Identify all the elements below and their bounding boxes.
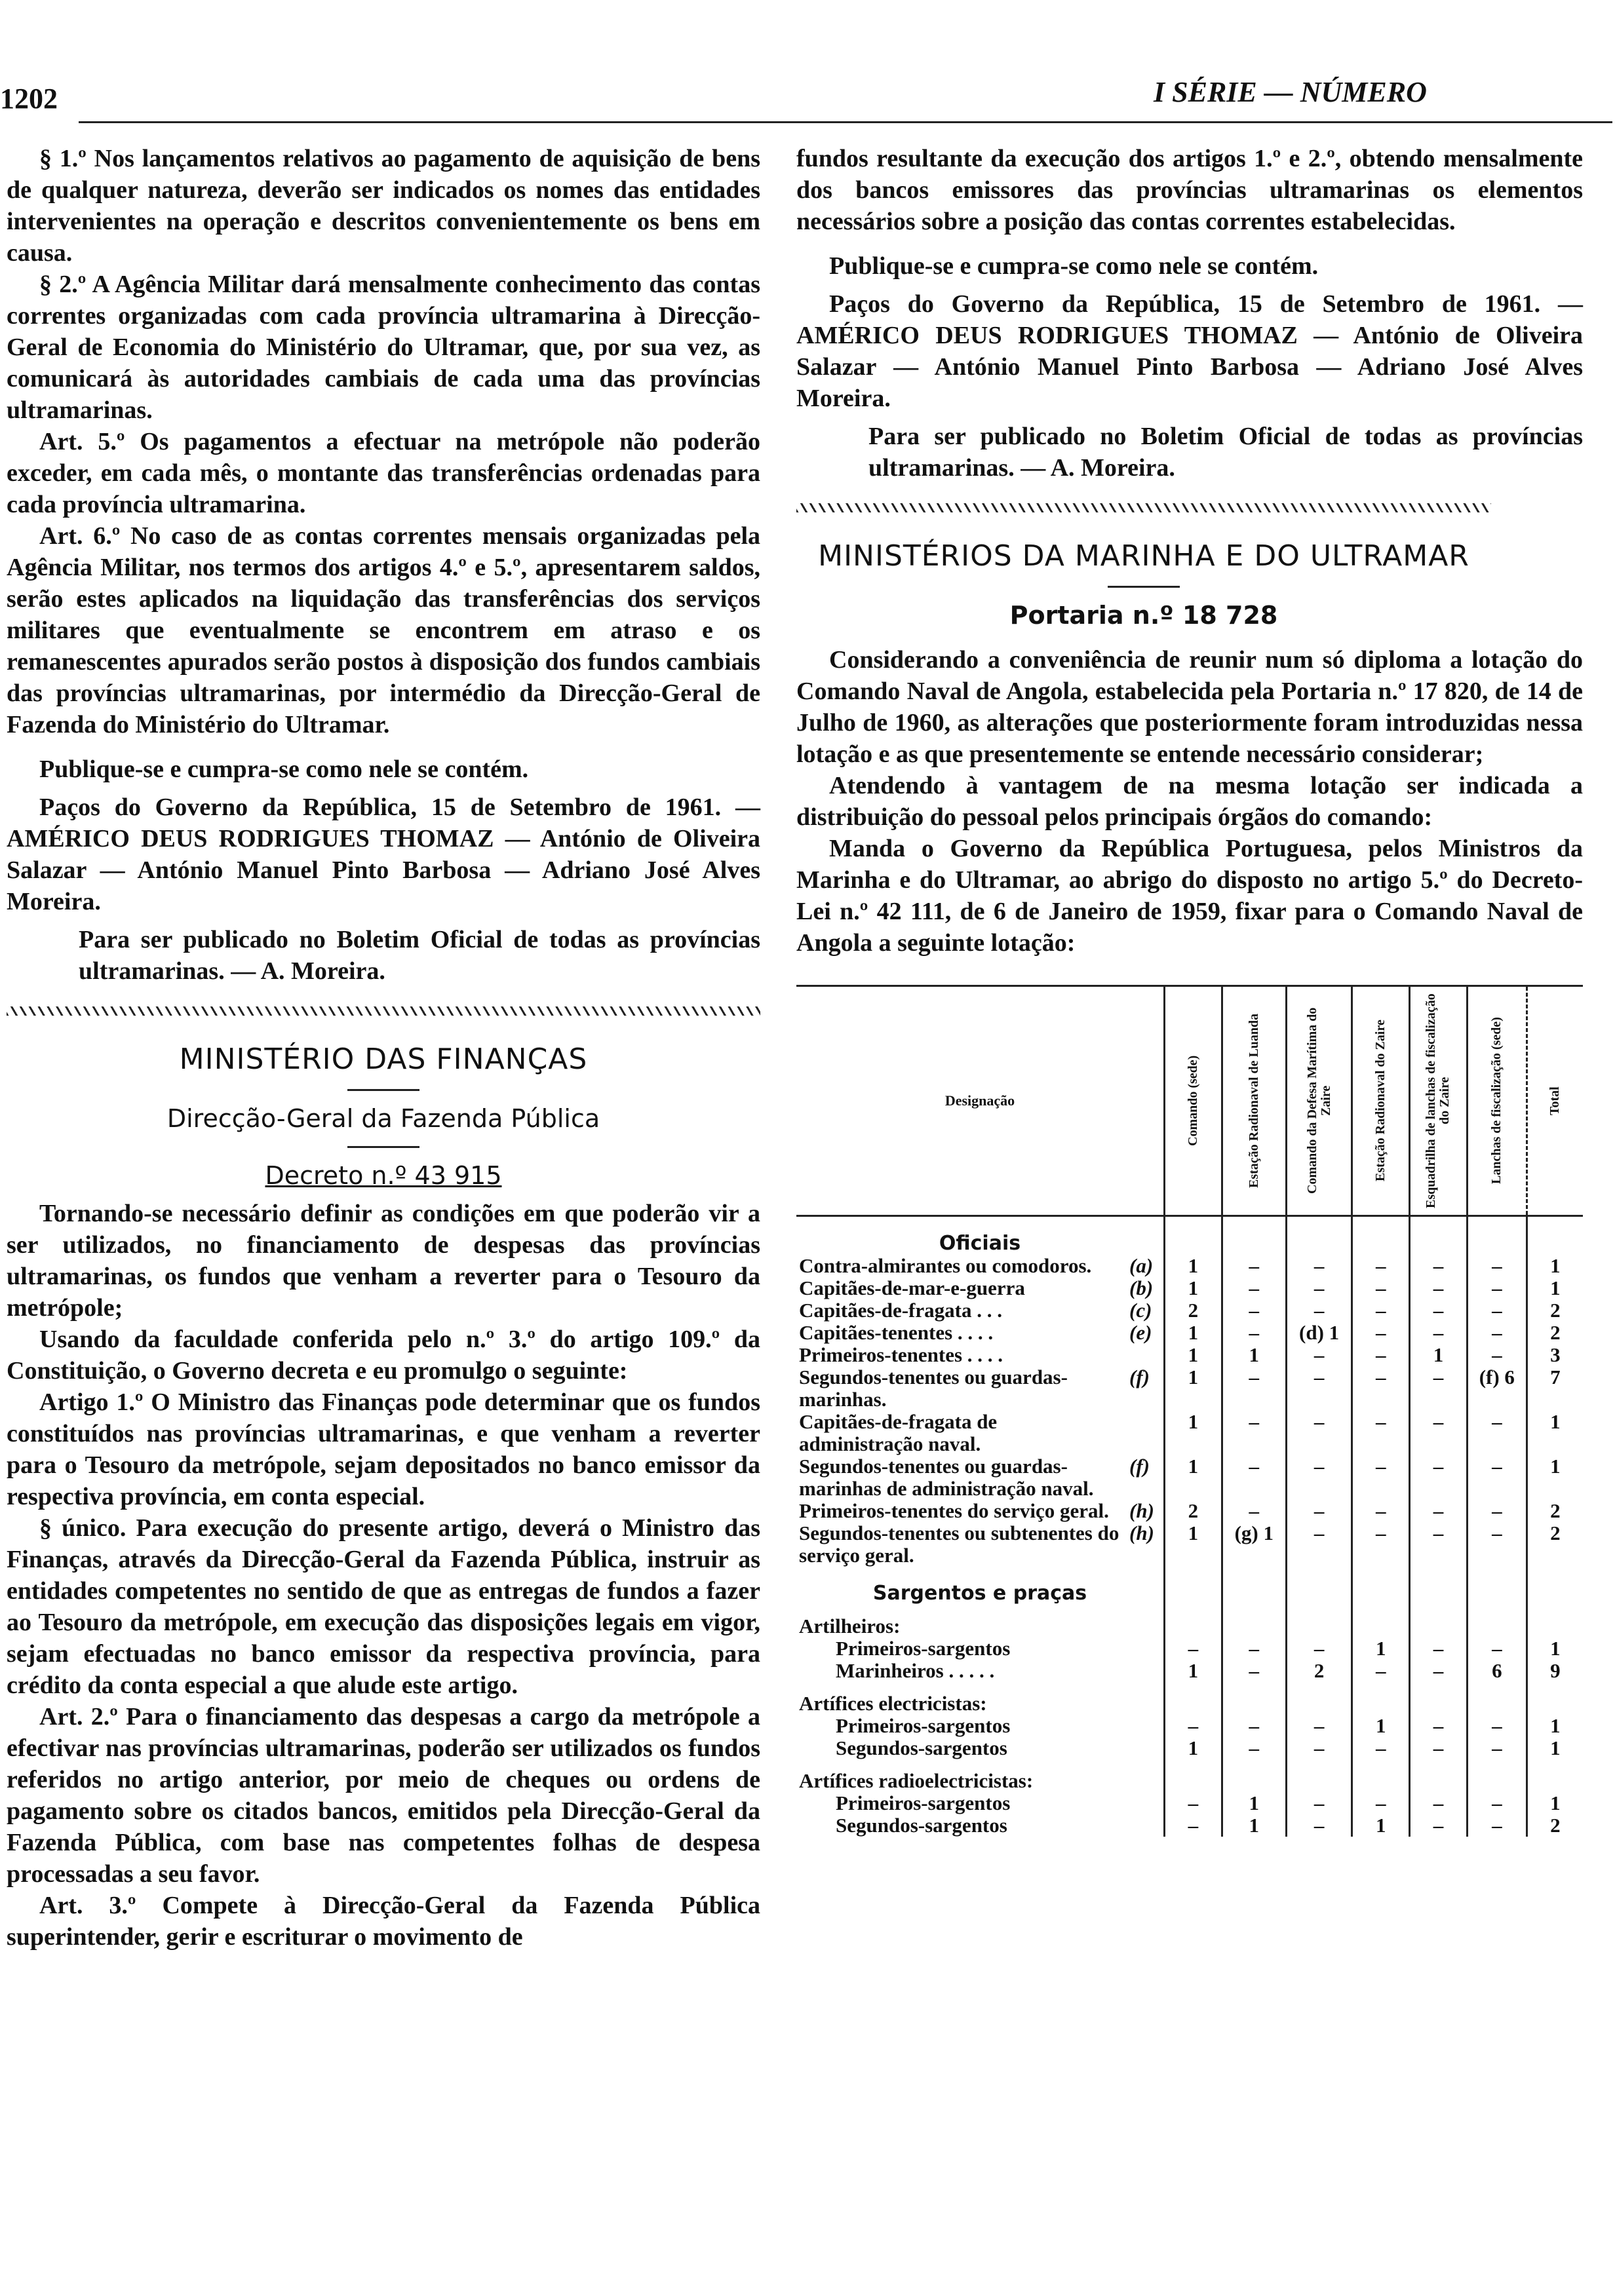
- table-cell: –: [1286, 1737, 1352, 1759]
- row-label: Capitães-tenentes . . . .: [799, 1321, 994, 1344]
- row-label: Capitães-de-mar-e-guerra: [799, 1276, 1025, 1299]
- table-cell: –: [1410, 1660, 1468, 1682]
- table-cell: 1: [1527, 1411, 1583, 1455]
- table-cell: –: [1467, 1522, 1527, 1567]
- section-divider: [7, 1006, 760, 1016]
- paragraph: Paços do Governo da República, 15 de Setembro de 1961. — AMÉRICO DEUS RODRIGUES THOMAZ — António de Oliveira Salazar — António Manuel Pinto Barbosa — Adriano José Alves Moreira.: [7, 794, 760, 915]
- table-cell: –: [1467, 1792, 1527, 1814]
- table-row: [796, 1455, 1583, 1500]
- table-cell: [1222, 1759, 1286, 1792]
- table-cell: 1: [1165, 1255, 1222, 1277]
- table-cell: [1286, 1682, 1352, 1715]
- table-cell: –: [1286, 1277, 1352, 1299]
- publish-note: Para ser publicado no Boletim Oficial de todas as províncias ultramarinas. — A. Moreira.: [79, 926, 760, 985]
- table-cell: –: [1352, 1299, 1410, 1322]
- table-cell: 1: [1165, 1522, 1222, 1567]
- table-cell: –: [1352, 1255, 1410, 1277]
- table-cell: –: [1352, 1737, 1410, 1759]
- row-note: [1127, 1792, 1165, 1814]
- paragraph: Atendendo à vantagem de na mesma lotação ser indicada a distribuição do pessoal pelos principais órgãos do comando:: [796, 772, 1583, 831]
- table-cell: [1527, 1682, 1583, 1715]
- row-note: (b): [1129, 1276, 1154, 1299]
- paragraph: Art. 2.º Para o financiamento das despesas a cargo da metrópole a efectivar nas províncias ultramarinas, poderão ser utilizados os fundos referidos no artigo anterior, por meio de cheques ou ordens de pagamento sobre os citados bancos, emitidos pela Direcção-Geral da Fazenda Pública, com base nas competentes folhas de despesa processadas a seu favor.: [7, 1703, 760, 1888]
- table-cell: –: [1410, 1637, 1468, 1660]
- table-cell: 1: [1527, 1255, 1583, 1277]
- paragraph: Art. 6.º No caso de as contas correntes mensais organizadas pela Agência Militar, nos termos dos artigos 4.º e 5.º, apresentarem saldos, serão estes aplicados na liquidação das transferências dos serviços militares que eventualmente se encontrem em atraso e os remanescentes apurados serão postos à disposição dos fundos cambiais das províncias ultramarinas, por intermédio da Direcção-Geral de Fazenda do Ministério do Ultramar.: [7, 522, 760, 738]
- table-cell: –: [1467, 1500, 1527, 1522]
- row-label: Primeiros-sargentos: [836, 1791, 1011, 1814]
- table-row: [796, 1660, 1583, 1682]
- table-cell: –: [1286, 1255, 1352, 1277]
- table-cell: [1410, 1216, 1468, 1255]
- table-cell: 2: [1286, 1660, 1352, 1682]
- row-note: [1127, 1344, 1165, 1366]
- table-row: [796, 1605, 1583, 1637]
- paragraph: Artigo 1.º O Ministro das Finanças pode determinar que os fundos constituídos nas províncias ultramarinas, e que venham a reverter para o Tesouro da metrópole, sejam depositados no banco emissor da respectiva província, em conta especial.: [7, 1388, 760, 1510]
- row-note: (f): [1129, 1455, 1150, 1478]
- table-cell: 1: [1165, 1455, 1222, 1500]
- table-cell: –: [1410, 1737, 1468, 1759]
- table-row: [796, 1737, 1583, 1759]
- table-cell: 1: [1222, 1792, 1286, 1814]
- row-label: Primeiros-sargentos: [836, 1714, 1011, 1737]
- table-cell: 1: [1527, 1637, 1583, 1660]
- table-cell: –: [1222, 1299, 1286, 1322]
- table-cell: –: [1286, 1814, 1352, 1837]
- table-cell: [1467, 1216, 1527, 1255]
- row-note: [1127, 1660, 1165, 1682]
- table-cell: [1222, 1216, 1286, 1255]
- table-cell: 2: [1527, 1500, 1583, 1522]
- col-header: Estação Radionaval do Zaire: [1352, 986, 1410, 1216]
- table-cell: –: [1286, 1344, 1352, 1366]
- table-cell: 1: [1222, 1344, 1286, 1366]
- table-cell: 1: [1352, 1715, 1410, 1737]
- table-header-row: [796, 986, 1583, 1216]
- row-label: Capitães-de-fragata de administração naval.: [799, 1410, 998, 1455]
- table-cell: [1222, 1567, 1286, 1605]
- table-cell: (g) 1: [1222, 1522, 1286, 1567]
- table-cell: 1: [1527, 1737, 1583, 1759]
- table-cell: –: [1467, 1455, 1527, 1500]
- table-cell: –: [1286, 1411, 1352, 1455]
- col-header: Comando (sede): [1165, 986, 1222, 1216]
- table-cell: 7: [1527, 1366, 1583, 1411]
- table-cell: 1: [1527, 1715, 1583, 1737]
- row-note: (f): [1129, 1366, 1150, 1388]
- table-cell: –: [1286, 1366, 1352, 1411]
- table-cell: [1410, 1759, 1468, 1792]
- table-cell: [1527, 1605, 1583, 1637]
- row-label: Primeiros-tenentes . . . .: [799, 1343, 1003, 1366]
- table-cell: 1: [1352, 1637, 1410, 1660]
- table-cell: [1410, 1567, 1468, 1605]
- table-cell: 2: [1165, 1299, 1222, 1322]
- row-note: (a): [1129, 1254, 1154, 1277]
- table-row: [796, 1637, 1583, 1660]
- table-cell: –: [1410, 1411, 1468, 1455]
- table-cell: –: [1467, 1814, 1527, 1837]
- group-title: Artífices radioelectricistas:: [799, 1769, 1034, 1792]
- table-cell: –: [1222, 1277, 1286, 1299]
- table-cell: –: [1286, 1455, 1352, 1500]
- table-cell: –: [1467, 1637, 1527, 1660]
- table-cell: [1467, 1567, 1527, 1605]
- paragraph: Publique-se e cumpra-se como nele se contém.: [829, 252, 1319, 280]
- paragraph: Art. 5.º Os pagamentos a efectuar na metrópole não poderão exceder, em cada mês, o montante das transferências ordenadas para cada província ultramarina.: [7, 428, 760, 518]
- table-cell: [1352, 1216, 1410, 1255]
- table-cell: –: [1165, 1792, 1222, 1814]
- table-cell: –: [1352, 1344, 1410, 1366]
- table-row: [796, 1366, 1583, 1411]
- table-cell: –: [1222, 1255, 1286, 1277]
- paragraph: § único. Para execução do presente artigo, deverá o Ministro das Finanças, através da Direcção-Geral da Fazenda Pública, instruir as entidades competentes no sentido de que as entregas de fundos a fazer ao Tesouro da metrópole, em execução das disposições legais em vigor, sejam efectuadas no banco emissor da respectiva província, para crédito da conta especial a que alude este artigo.: [7, 1514, 760, 1699]
- table-cell: –: [1467, 1344, 1527, 1366]
- row-label: Primeiros-tenentes do serviço geral.: [799, 1499, 1109, 1522]
- table-row: [796, 1814, 1583, 1837]
- table-cell: 1: [1410, 1344, 1468, 1366]
- col-header: Esquadrilha de lanchas de fiscalização do Zaire: [1410, 986, 1468, 1216]
- table-row: [796, 1792, 1583, 1814]
- table-cell: 1: [1222, 1814, 1286, 1837]
- row-note: [1127, 1715, 1165, 1737]
- header-rule: [79, 121, 1612, 123]
- table-cell: –: [1410, 1455, 1468, 1500]
- paragraph: Art. 3.º Compete à Direcção-Geral da Fazenda Pública superintender, gerir e escriturar o movimento de: [7, 1892, 760, 1951]
- table-cell: –: [1352, 1277, 1410, 1299]
- row-label: Segundos-sargentos: [836, 1736, 1007, 1759]
- table-cell: –: [1165, 1715, 1222, 1737]
- table-row: [796, 1567, 1583, 1605]
- table-cell: –: [1165, 1814, 1222, 1837]
- table-cell: 1: [1165, 1737, 1222, 1759]
- table-cell: [1165, 1759, 1222, 1792]
- table-cell: –: [1352, 1522, 1410, 1567]
- table-cell: [1527, 1216, 1583, 1255]
- table-cell: –: [1410, 1366, 1468, 1411]
- table-cell: –: [1352, 1500, 1410, 1522]
- paragraph: Publique-se e cumpra-se como nele se contém.: [39, 756, 529, 783]
- page-number: 1202: [0, 83, 58, 115]
- table-cell: –: [1222, 1715, 1286, 1737]
- table-cell: 1: [1165, 1322, 1222, 1344]
- table-cell: [1352, 1567, 1410, 1605]
- col-header-designation: Designação: [796, 986, 1165, 1216]
- left-column-top: [7, 143, 760, 987]
- paragraph: § 2.º A Agência Militar dará mensalmente conhecimento das contas correntes organizadas com cada província ultramarina à Direcção-Geral de Economia do Ministério do Ultramar, que, por sua vez, as comunicará às autoridades cambiais de cada uma das províncias ultramarinas.: [7, 271, 760, 424]
- col-header: Lanchas de fiscalização (sede): [1467, 986, 1527, 1216]
- table-cell: –: [1352, 1792, 1410, 1814]
- table-cell: –: [1286, 1500, 1352, 1522]
- paragraph: § 1.º Nos lançamentos relativos ao pagamento de aquisição de bens de qualquer natureza, deverão ser indicados os nomes das entidades intervenientes na operação e descritos convenientemente os bens em causa.: [7, 145, 760, 267]
- table-cell: –: [1410, 1255, 1468, 1277]
- table-cell: 1: [1165, 1277, 1222, 1299]
- table-cell: [1352, 1759, 1410, 1792]
- directorate-title: Direcção-Geral da Fazenda Pública: [166, 1104, 600, 1133]
- staffing-table: [796, 985, 1583, 1837]
- table-cell: 1: [1527, 1792, 1583, 1814]
- table-cell: [1286, 1216, 1352, 1255]
- table-row: [796, 1759, 1583, 1792]
- portaria-title: Portaria n.º 18 728: [1009, 601, 1278, 630]
- table-cell: –: [1222, 1737, 1286, 1759]
- table-cell: [1527, 1759, 1583, 1792]
- table-cell: 2: [1165, 1500, 1222, 1522]
- table-cell: –: [1410, 1792, 1468, 1814]
- table-cell: –: [1352, 1660, 1410, 1682]
- row-note: [1127, 1737, 1165, 1759]
- table-row: [796, 1299, 1583, 1322]
- table-cell: [1165, 1682, 1222, 1715]
- table-cell: –: [1410, 1322, 1468, 1344]
- table-cell: [1165, 1567, 1222, 1605]
- table-cell: [1467, 1682, 1527, 1715]
- right-column-top: [796, 143, 1583, 484]
- row-note: [1127, 1411, 1165, 1455]
- table-cell: 3: [1527, 1344, 1583, 1366]
- ministry-title: MINISTÉRIO DAS FINANÇAS: [179, 1043, 588, 1076]
- table-row: [796, 1344, 1583, 1366]
- divider: [347, 1089, 419, 1091]
- table-cell: [1286, 1567, 1352, 1605]
- table-cell: [1352, 1682, 1410, 1715]
- series-header: I SÉRIE — NÚMERO: [1154, 76, 1427, 108]
- table-cell: –: [1352, 1366, 1410, 1411]
- row-note: [1127, 1814, 1165, 1837]
- table-cell: –: [1352, 1455, 1410, 1500]
- table-cell: –: [1467, 1715, 1527, 1737]
- table-cell: 1: [1352, 1814, 1410, 1837]
- table-cell: [1352, 1605, 1410, 1637]
- row-note: (h): [1129, 1521, 1154, 1544]
- table-cell: –: [1352, 1411, 1410, 1455]
- paragraph: Considerando a conveniência de reunir num só diploma a lotação do Comando Naval de Angola, estabelecida pela Portaria n.º 17 820, de 14 de Julho de 1960, as alterações que posteriormente foram introduzidas nessa lotação e as que presentemente se entende necessário considerar;: [796, 646, 1583, 768]
- table-cell: [1165, 1216, 1222, 1255]
- table-cell: –: [1222, 1411, 1286, 1455]
- table-cell: 2: [1527, 1814, 1583, 1837]
- decree-title: Decreto n.º 43 915: [265, 1161, 502, 1190]
- publish-note: Para ser publicado no Boletim Oficial de todas as províncias ultramarinas. — A. Moreira.: [868, 423, 1583, 482]
- right-column: [796, 143, 1583, 1837]
- table-cell: –: [1222, 1637, 1286, 1660]
- table-cell: –: [1286, 1637, 1352, 1660]
- table-cell: –: [1410, 1522, 1468, 1567]
- table-cell: 1: [1165, 1660, 1222, 1682]
- table-cell: –: [1222, 1455, 1286, 1500]
- table-cell: –: [1467, 1737, 1527, 1759]
- row-note: [1127, 1637, 1165, 1660]
- table-cell: –: [1410, 1500, 1468, 1522]
- section-title: Sargentos e praças: [872, 1582, 1087, 1605]
- left-column: [7, 143, 760, 1953]
- group-title: Artífices electricistas:: [799, 1692, 987, 1715]
- table-cell: –: [1165, 1637, 1222, 1660]
- paragraph: fundos resultante da execução dos artigos 1.º e 2.º, obtendo mensalmente dos bancos emissores das províncias ultramarinas os elementos necessários sobre a posição das contas correntes estabelecidas.: [796, 145, 1583, 235]
- table-cell: 9: [1527, 1660, 1583, 1682]
- table-cell: [1222, 1605, 1286, 1637]
- divider: [347, 1146, 419, 1148]
- row-note: (e): [1129, 1321, 1152, 1344]
- table-cell: 1: [1165, 1411, 1222, 1455]
- table-cell: –: [1467, 1411, 1527, 1455]
- table-cell: (d) 1: [1286, 1322, 1352, 1344]
- table-row: [796, 1277, 1583, 1299]
- table-cell: –: [1352, 1322, 1410, 1344]
- table-cell: [1410, 1682, 1468, 1715]
- row-label: Segundos-sargentos: [836, 1814, 1007, 1837]
- row-label: Marinheiros . . . . .: [836, 1659, 995, 1682]
- table-cell: [1467, 1605, 1527, 1637]
- decree-body: [7, 1198, 760, 1953]
- row-label: Contra-almirantes ou comodoros.: [799, 1254, 1092, 1277]
- table-cell: –: [1286, 1522, 1352, 1567]
- table-cell: –: [1222, 1660, 1286, 1682]
- table-cell: [1467, 1759, 1527, 1792]
- table-row: [796, 1411, 1583, 1455]
- section-divider: [796, 503, 1491, 512]
- paragraph: Usando da faculdade conferida pelo n.º 3.º do artigo 109.º da Constituição, o Governo decreta e eu promulgo o seguinte:: [7, 1326, 760, 1385]
- divider: [1108, 586, 1180, 588]
- col-header: Comando da Defesa Marítima do Zaire: [1286, 986, 1352, 1216]
- row-label: Segundos-tenentes ou guardas-marinhas.: [799, 1366, 1068, 1411]
- group-title: Artilheiros:: [799, 1615, 901, 1637]
- table-cell: 1: [1165, 1344, 1222, 1366]
- table-cell: –: [1410, 1299, 1468, 1322]
- table-cell: 2: [1527, 1299, 1583, 1322]
- table-cell: [1165, 1605, 1222, 1637]
- table-cell: [1286, 1605, 1352, 1637]
- table-cell: 1: [1527, 1277, 1583, 1299]
- table-cell: –: [1222, 1366, 1286, 1411]
- col-header: Estação Radionaval de Luanda: [1222, 986, 1286, 1216]
- table-cell: –: [1467, 1255, 1527, 1277]
- portaria-body: [796, 644, 1583, 959]
- table-cell: –: [1467, 1299, 1527, 1322]
- table-cell: –: [1286, 1792, 1352, 1814]
- table-cell: (f) 6: [1467, 1366, 1527, 1411]
- col-header: Total: [1527, 986, 1583, 1216]
- table-cell: –: [1222, 1500, 1286, 1522]
- table-cell: –: [1410, 1814, 1468, 1837]
- table-row: [796, 1522, 1583, 1567]
- paragraph: Tornando-se necessário definir as condições em que poderão vir a ser utilizados, no financiamento de despesas das províncias ultramarinas, os fundos que venham a reverter para o Tesouro da metrópole;: [7, 1200, 760, 1322]
- table-row: [796, 1715, 1583, 1737]
- table-cell: [1222, 1682, 1286, 1715]
- paragraph: Paços do Governo da República, 15 de Setembro de 1961. — AMÉRICO DEUS RODRIGUES THOMAZ — António de Oliveira Salazar — António Manuel Pinto Barbosa — Adriano José Alves Moreira.: [796, 290, 1583, 412]
- row-label: Capitães-de-fragata . . .: [799, 1299, 1002, 1322]
- row-label: Segundos-tenentes ou guardas-marinhas de administração naval.: [799, 1455, 1094, 1500]
- table-cell: [1527, 1567, 1583, 1605]
- table-cell: –: [1286, 1715, 1352, 1737]
- table-cell: –: [1467, 1322, 1527, 1344]
- row-note: (c): [1129, 1299, 1152, 1322]
- table-cell: [1286, 1759, 1352, 1792]
- paragraph: Manda o Governo da República Portuguesa, pelos Ministros da Marinha e do Ultramar, ao abrigo do disposto no artigo 5.º do Decreto-Lei n.º 42 111, de 6 de Janeiro de 1959, fixar para o Comando Naval de Angola a seguinte lotação:: [796, 835, 1583, 957]
- table-cell: –: [1286, 1299, 1352, 1322]
- table-cell: 1: [1527, 1455, 1583, 1500]
- table-row: [796, 1682, 1583, 1715]
- table-cell: [1410, 1605, 1468, 1637]
- table-cell: 2: [1527, 1522, 1583, 1567]
- section-title: Oficiais: [939, 1232, 1021, 1255]
- table-cell: –: [1410, 1715, 1468, 1737]
- ministry-title: MINISTÉRIOS DA MARINHA E DO ULTRAMAR: [818, 539, 1469, 573]
- table-row: [796, 1500, 1583, 1522]
- table-row: [796, 1216, 1583, 1255]
- table-cell: 1: [1165, 1366, 1222, 1411]
- row-label: Primeiros-sargentos: [836, 1637, 1011, 1660]
- table-cell: –: [1467, 1277, 1527, 1299]
- table-row: [796, 1322, 1583, 1344]
- table-cell: 2: [1527, 1322, 1583, 1344]
- table-cell: –: [1410, 1277, 1468, 1299]
- row-note: (h): [1129, 1499, 1154, 1522]
- row-label: Segundos-tenentes ou subtenentes do serviço geral.: [799, 1521, 1119, 1567]
- table-cell: –: [1222, 1322, 1286, 1344]
- table-row: [796, 1255, 1583, 1277]
- table-cell: 6: [1467, 1660, 1527, 1682]
